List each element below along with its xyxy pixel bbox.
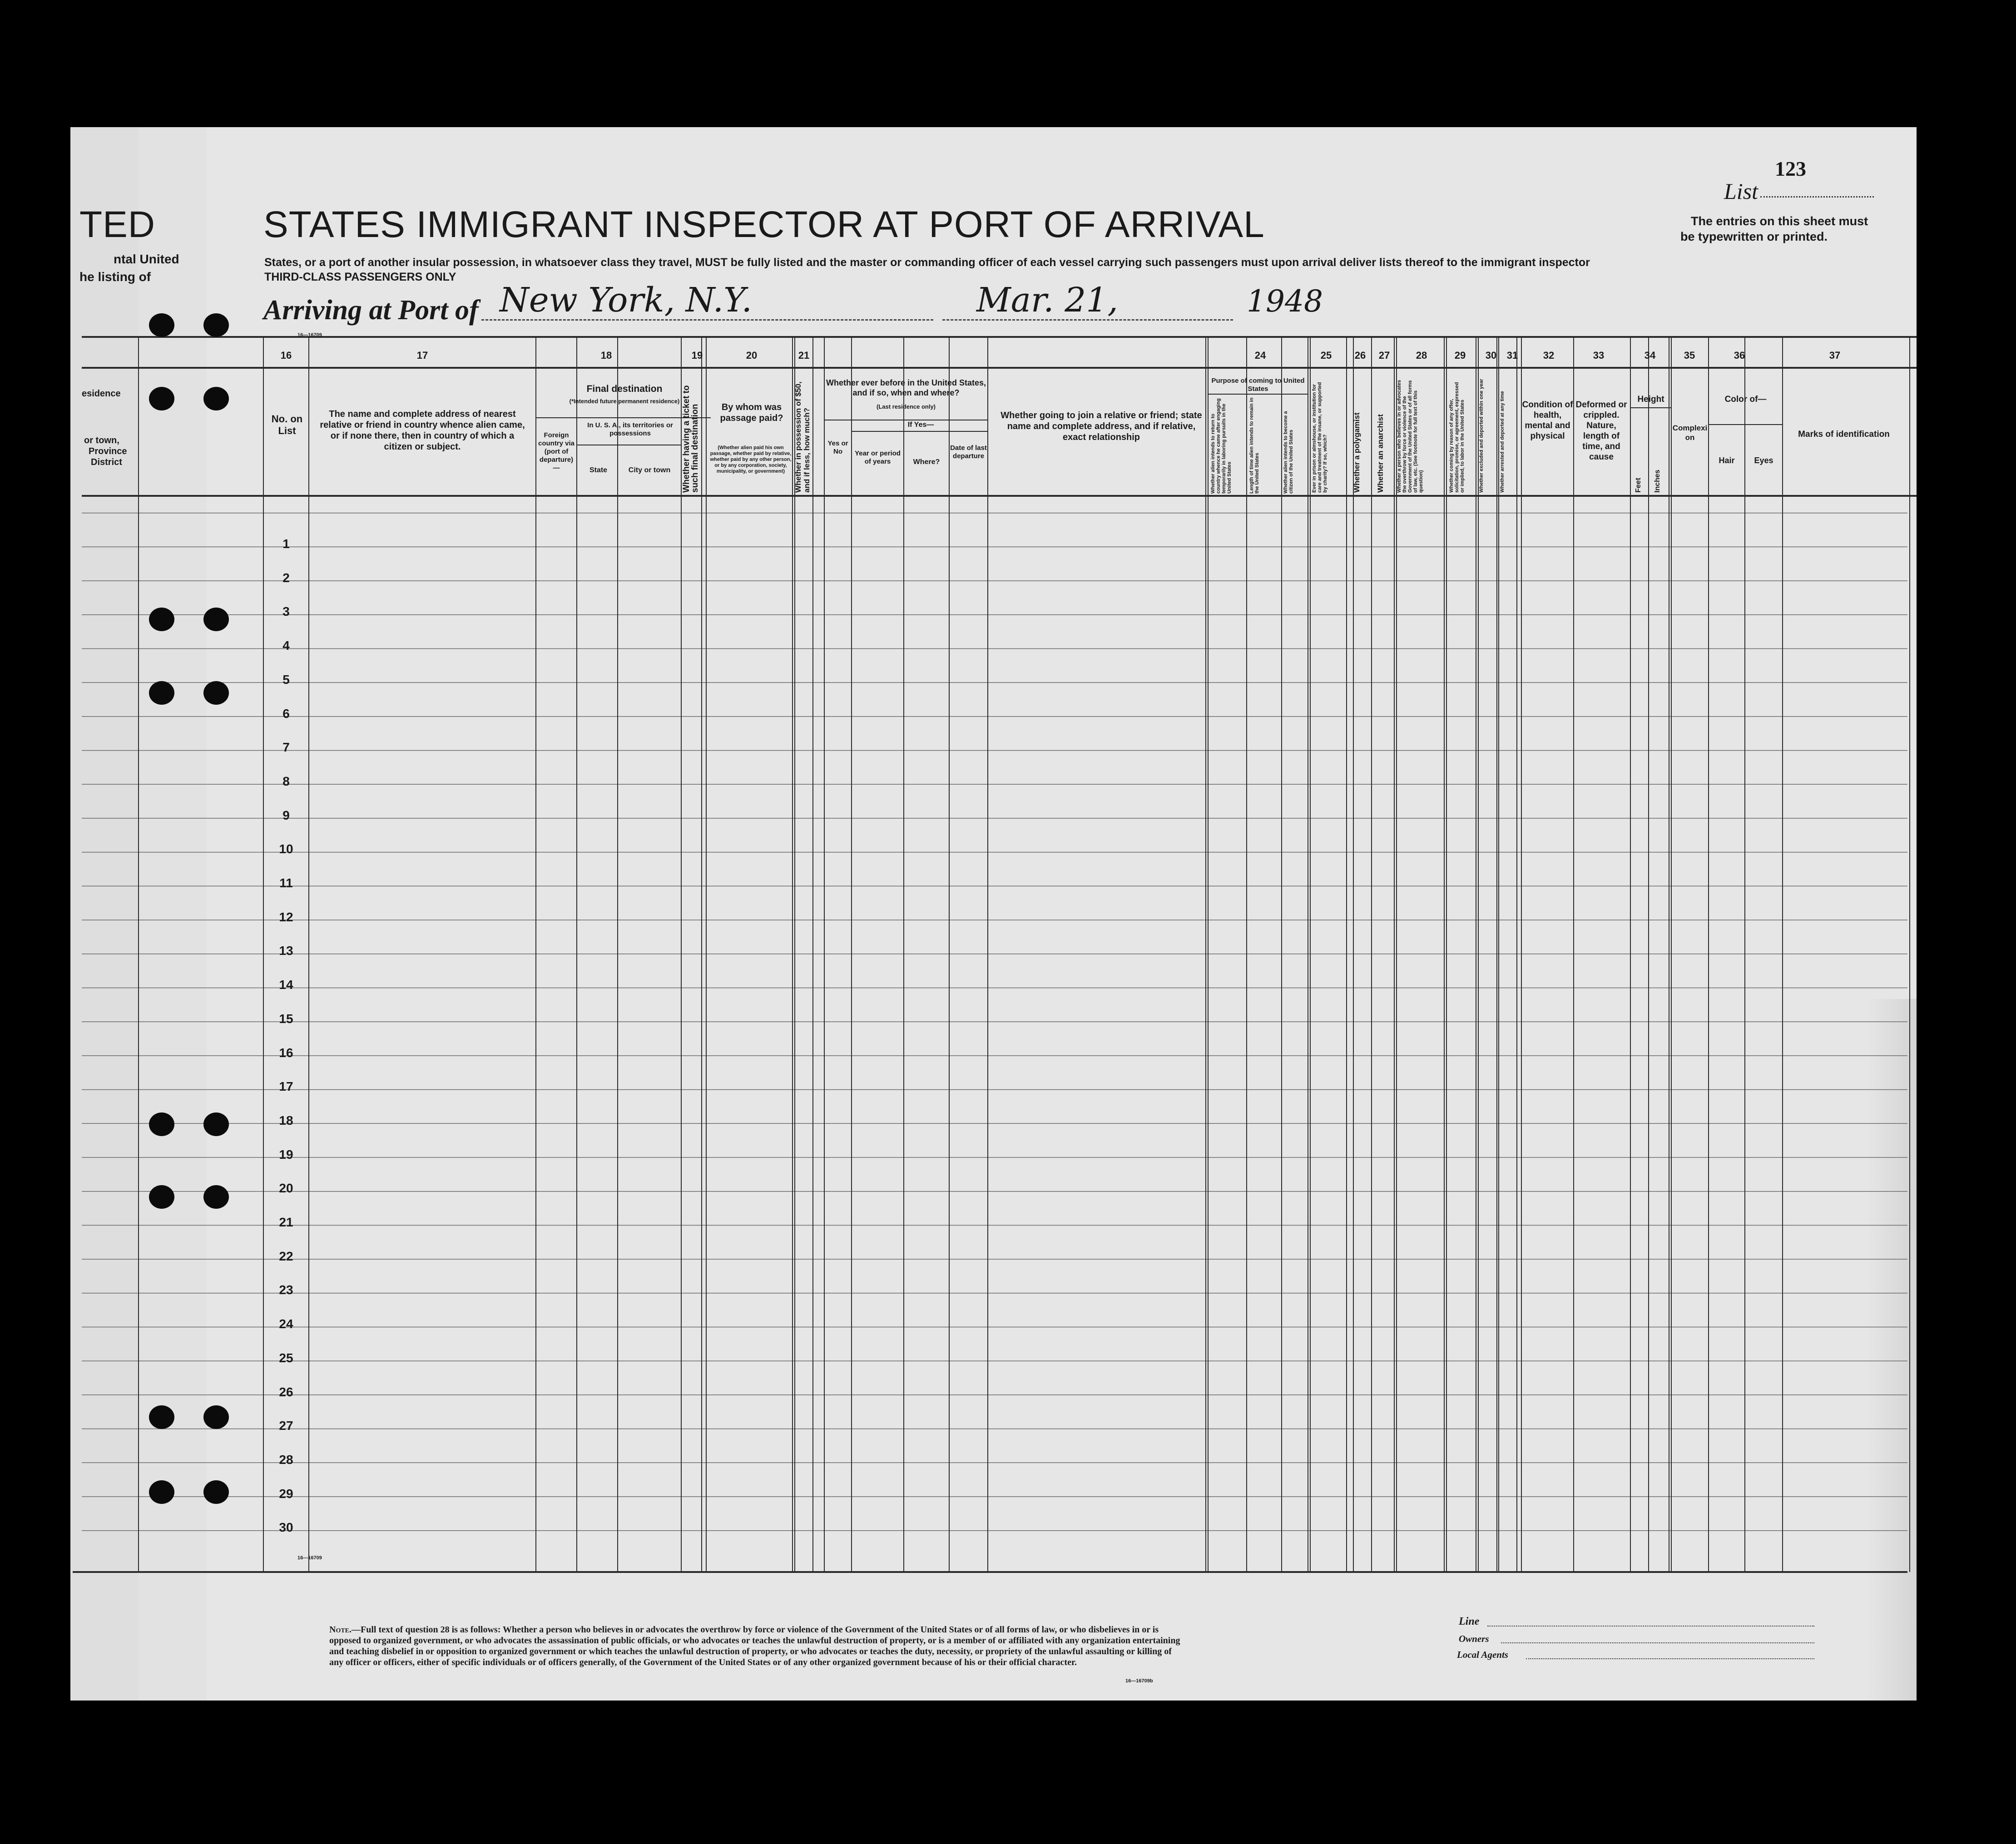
typed-note-line2: be typewritten or printed. — [1680, 230, 1828, 243]
col31-header: Whether arrested and deported at any time — [1500, 391, 1505, 493]
col22-where: Where? — [913, 458, 940, 466]
punch-hole — [203, 1112, 229, 1136]
row-number: 13 — [279, 944, 293, 958]
row-number: 15 — [279, 1012, 293, 1026]
col22-subtitle: (Last residence only) — [876, 403, 936, 410]
row-number: 19 — [279, 1147, 293, 1162]
col-number-24: 24 — [1254, 350, 1266, 361]
left-town-label: or town, — [84, 435, 119, 445]
col-number-16: 16 — [280, 350, 292, 361]
punch-hole — [149, 1185, 174, 1209]
row-number: 14 — [279, 978, 293, 992]
list-number: 123 — [1775, 157, 1806, 180]
punch-hole — [203, 313, 229, 337]
row-number: 9 — [282, 808, 290, 822]
col25-header: Ever in prison or almshouse, or institution for care and treatment of the insane, or supported by charity? If so, which? — [1312, 382, 1328, 493]
col16-header: No. on List — [271, 413, 303, 436]
punch-hole — [203, 681, 229, 705]
punch-hole — [149, 1112, 174, 1136]
row-number: 24 — [279, 1317, 293, 1331]
left-fragment-title: TED — [79, 204, 155, 245]
col-number-32: 32 — [1543, 350, 1555, 361]
col34-title: Height — [1637, 395, 1664, 404]
col20-subtitle: (Whether alien paid his own passage, whether paid by relative, whether paid by any other person, or by any corporation, society, municipality, or government) — [710, 445, 792, 474]
col-number-25: 25 — [1320, 350, 1332, 361]
col-number-33: 33 — [1593, 350, 1605, 361]
col-number-31: 31 — [1506, 350, 1518, 361]
col-number-27: 27 — [1378, 350, 1390, 361]
row-number: 27 — [279, 1419, 293, 1433]
col-number-34: 34 — [1644, 350, 1656, 361]
col22-date: Date of last departure — [950, 444, 987, 460]
col34-feet: Feet — [1635, 478, 1642, 493]
row-number: 26 — [279, 1385, 293, 1399]
col24-title: Purpose of coming to United States — [1211, 377, 1305, 393]
left-residence-label: esidence — [82, 389, 121, 399]
col-number-20: 20 — [746, 350, 758, 361]
row-number: 1 — [282, 537, 290, 551]
punch-hole — [203, 1185, 229, 1209]
typed-note-line1: The entries on this sheet must — [1691, 214, 1868, 228]
row-number: 22 — [279, 1249, 293, 1263]
row-number: 20 — [279, 1181, 293, 1195]
col24b-header: Length of time alien intends to remain in the United States — [1249, 397, 1260, 494]
row-number: 10 — [279, 842, 293, 856]
col18-usa: In U. S. A., its territories or possessions — [587, 421, 673, 437]
col22-title: Whether ever before in the United States, and if so, when and where? — [826, 378, 986, 397]
col21-header: Whether in possession of $50, and if less, how much? — [794, 381, 811, 493]
row-number: 18 — [279, 1113, 293, 1127]
col-number-37: 37 — [1829, 350, 1841, 361]
col-number-19: 19 — [691, 350, 703, 361]
row-number: 25 — [279, 1351, 293, 1365]
owners-field — [1501, 1642, 1814, 1643]
agents-label: Local Agents — [1457, 1649, 1508, 1660]
list-label: List — [1724, 178, 1758, 204]
punch-hole — [149, 387, 174, 410]
col22-yesno: Yes or No — [827, 440, 848, 455]
col20-title: By whom was passage paid? — [720, 402, 783, 423]
col36-eyes: Eyes — [1754, 456, 1773, 465]
date-handwritten: Mar. 21, — [976, 281, 1118, 320]
row-number: 4 — [282, 638, 290, 653]
row-number: 23 — [279, 1283, 293, 1297]
row-number: 6 — [282, 707, 290, 721]
row-number: 8 — [282, 774, 290, 788]
col22-ifyes: If Yes— — [907, 421, 934, 429]
left-province-label: Province — [89, 446, 127, 456]
row-number: 17 — [279, 1079, 293, 1093]
port-handwritten: New York, N.Y. — [500, 281, 753, 320]
col-number-36: 36 — [1734, 350, 1745, 361]
punch-hole — [149, 608, 174, 631]
row-number: 28 — [279, 1453, 293, 1467]
row-number: 5 — [282, 672, 290, 687]
page-title: STATES IMMIGRANT INSPECTOR AT PORT OF ARRIVAL — [263, 204, 1265, 245]
punch-hole — [203, 1480, 229, 1504]
col-number-18: 18 — [600, 350, 612, 361]
col19-header: Whether having a ticket to such final destination — [682, 385, 700, 493]
col35-header: Complexion — [1672, 424, 1708, 442]
row-number: 11 — [279, 876, 293, 890]
row-number: 7 — [282, 740, 290, 754]
row-number: 3 — [282, 604, 290, 618]
form-code-top: 16—16709 — [297, 332, 322, 338]
col18-title: Final destination — [586, 384, 663, 394]
class-line: THIRD-CLASS PASSENGERS ONLY — [264, 271, 456, 283]
col36-title: Color of— — [1724, 395, 1767, 404]
year-handwritten: 1948 — [1247, 284, 1323, 319]
col26-header: Whether a polygamist — [1352, 412, 1361, 493]
punch-hole — [149, 313, 174, 337]
arriving-label: Arriving at Port of — [263, 295, 479, 326]
col-number-21: 21 — [798, 350, 810, 361]
punch-hole — [203, 387, 229, 410]
col24a-header: Whether alien intends to return to country whence he came after engaging temporarily in laboring pursuits in the United States — [1210, 398, 1232, 494]
punch-hole — [149, 681, 174, 705]
punch-hole — [203, 1405, 229, 1429]
agents-field — [1526, 1658, 1814, 1659]
row-number: 29 — [279, 1487, 293, 1501]
col-number-26: 26 — [1354, 350, 1366, 361]
col17-header: The name and complete address of nearest relative or friend in country whence alien came, or if none there, then in country of which a citizen or subject. — [320, 409, 525, 452]
footnote — [329, 1624, 1183, 1668]
footnote-label: Note. — [329, 1625, 352, 1635]
col-number-30: 30 — [1485, 350, 1497, 361]
col28-header: Whether a person who believes in or advocates the overthrow by force or violence of the Government of the United States or of all forms of law, etc. (See footnote for full text of this question) — [1397, 380, 1424, 493]
form-code-right: 16—16709b — [1125, 1678, 1153, 1684]
left-fragment-line1: ntal United — [114, 252, 179, 266]
owners-label: Owners — [1459, 1633, 1489, 1644]
col22-years: Year or period of years — [855, 450, 901, 465]
col29-header: Whether coming by reason of any offer, solicitation, promise, or agreement, expressed or implied, to labor in the United States — [1449, 382, 1465, 493]
col-number-17: 17 — [416, 350, 428, 361]
row-number: 30 — [279, 1520, 293, 1534]
col34-inches: Inches — [1654, 470, 1661, 493]
page-subtitle: States, or a port of another insular possession, in whatsoever class they travel, MUST be fully listed and the master or commanding officer of each vessel carrying such passengers must upon arrival deliver lists thereof to the immigrant inspector — [264, 256, 1590, 269]
line-label: Line — [1459, 1616, 1480, 1627]
col36-hair: Hair — [1719, 456, 1735, 465]
col33-header: Deformed or crippled. Nature, length of time, and cause — [1575, 400, 1627, 462]
col23-header: Whether going to join a relative or friend; state name and complete address, and if relative, exact relationship — [1001, 410, 1202, 442]
col30-header: Whether excluded and deported within one year — [1479, 379, 1484, 493]
left-district-label: District — [91, 457, 122, 467]
col-number-29: 29 — [1454, 350, 1466, 361]
punch-hole — [149, 1480, 174, 1504]
col24c-header: Whether alien intends to become a citizen of the United States — [1283, 411, 1294, 494]
col18-city: City or town — [628, 466, 671, 474]
col18-foreign: Foreign country via (port of departure)— — [538, 431, 575, 472]
footnote-text: —Full text of question 28 is as follows: Whether a person who believes in or advocates the overthrow by force or violence of the Government of the United States or of all forms of law, or who disbelieves in or is opposed to organized government, or who advocates the assassination of public officials, or who advocates or teaches the unlawful destruction of property, or is a member of or affiliated with any organization entertaining and teaching disbelief in or opposition to organized government or which teaches the unlawful destruction of property, or who advocates or teaches the duty, necessity, or propriety of the unlawful assaulting or killing of any officer or officers, either of specific individuals or of officers generally, of the Government of the United States or of any other organized government because of his or their official character. — [329, 1625, 1180, 1667]
col-number-35: 35 — [1684, 350, 1695, 361]
col32-header: Condition of health, mental and physical — [1522, 400, 1573, 441]
punch-hole — [203, 608, 229, 631]
row-number: 21 — [279, 1215, 293, 1229]
form-code-left: 16—16709 — [297, 1555, 322, 1561]
left-fragment-line2: he listing of — [79, 270, 151, 284]
col-number-28: 28 — [1416, 350, 1427, 361]
row-number: 2 — [282, 571, 290, 585]
col37-header: Marks of identification — [1798, 430, 1890, 439]
col18-state: State — [589, 466, 608, 474]
row-number: 16 — [279, 1046, 293, 1060]
col18-subtitle: (*Intended future permanent residence) — [569, 398, 680, 405]
punch-hole — [149, 1405, 174, 1429]
row-number: 12 — [279, 910, 293, 924]
col27-header: Whether an anarchist — [1376, 414, 1385, 493]
